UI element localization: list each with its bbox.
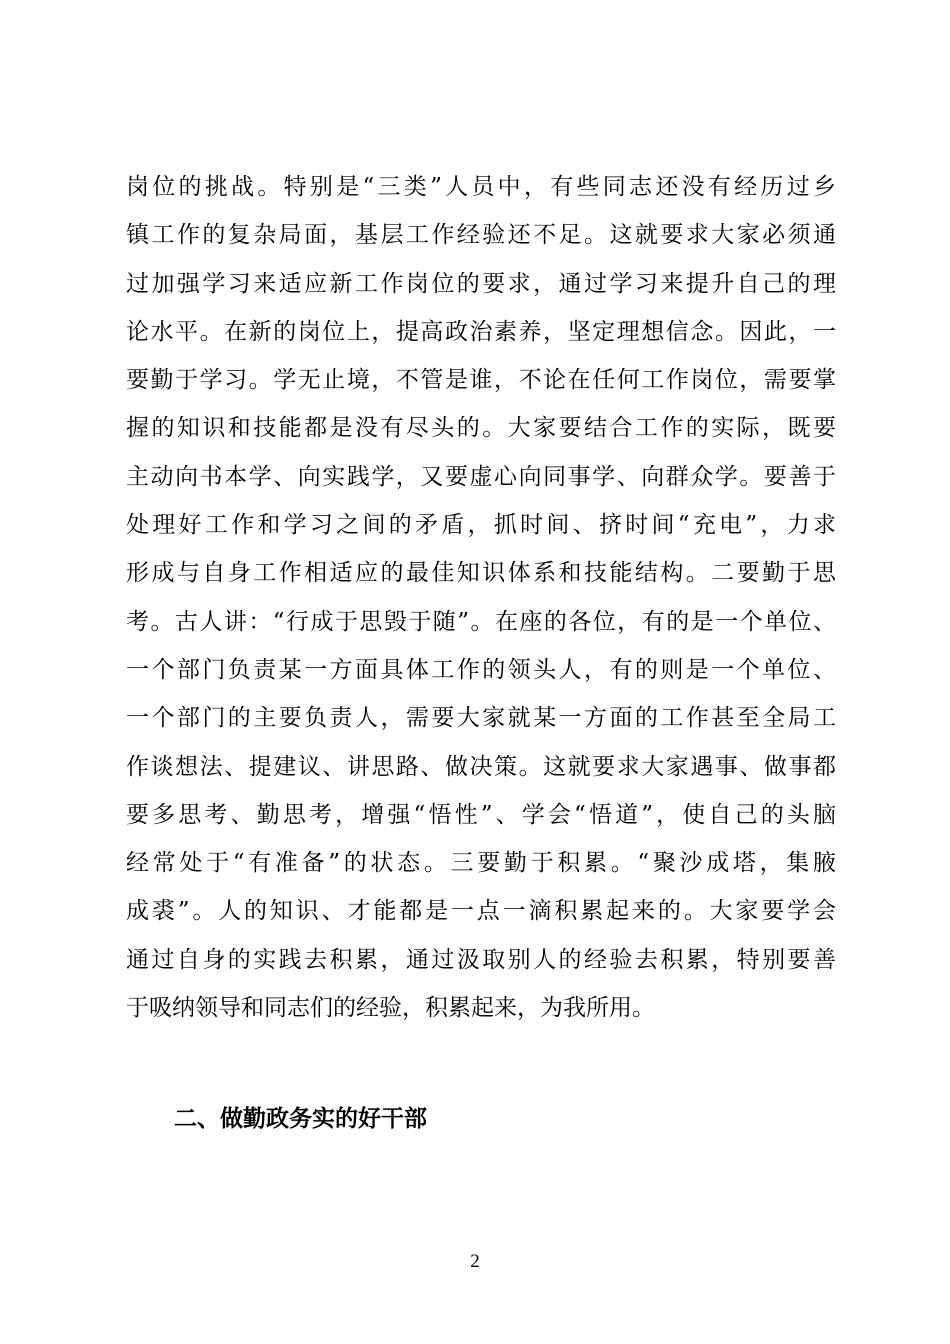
text-line: 握的知识和技能都是没有尽头的。大家要结合工作的实际，既要 <box>126 415 836 442</box>
text-line: 经常处于“有准备”的状态。三要勤于积累。“聚沙成塔，集腋 <box>126 850 836 877</box>
text-line: 镇工作的复杂局面，基层工作经验还不足。这就要求大家必须通 <box>126 222 836 249</box>
text-line: 作谈想法、提建议、讲思路、做决策。这就要求大家遇事、做事都 <box>126 753 836 780</box>
text-line: 主动向书本学、向实践学，又要虚心向同事学、向群众学。要善于 <box>126 463 836 490</box>
text-line: 一个部门负责某一方面具体工作的领头人，有的则是一个单位、 <box>126 656 836 683</box>
section-heading: 二、做勤政务实的好干部 <box>174 1105 427 1132</box>
text-line: 要多思考、勤思考，增强“悟性”、学会“悟道”，使自己的头脑 <box>126 801 836 828</box>
page-number: 2 <box>470 1251 480 1272</box>
text-line: 通过自身的实践去积累，通过汲取别人的经验去积累，特别要善 <box>126 946 836 973</box>
text-line: 论水平。在新的岗位上，提高政治素养，坚定理想信念。因此，一 <box>126 318 836 345</box>
text-line: 形成与自身工作相适应的最佳知识体系和技能结构。二要勤于思 <box>126 560 836 587</box>
text-line: 考。古人讲：“行成于思毁于随”。在座的各位，有的是一个单位、 <box>126 608 836 635</box>
body-paragraph <box>126 163 836 1032</box>
text-line: 于吸纳领导和同志们的经验，积累起来，为我所用。 <box>126 995 655 1022</box>
text-line: 一个部门的主要负责人，需要大家就某一方面的工作甚至全局工 <box>126 705 836 732</box>
text-line: 处理好工作和学习之间的矛盾，抓时间、挤时间“充电”，力求 <box>126 512 836 539</box>
text-line: 岗位的挑战。特别是“三类”人员中，有些同志还没有经历过乡 <box>126 174 836 200</box>
text-line: 过加强学习来适应新工作岗位的要求，通过学习来提升自己的理 <box>126 270 836 297</box>
text-line: 要勤于学习。学无止境，不管是谁，不论在任何工作岗位，需要掌 <box>126 367 836 394</box>
text-line: 成裘”。人的知识、才能都是一点一滴积累起来的。大家要学会 <box>126 898 836 925</box>
